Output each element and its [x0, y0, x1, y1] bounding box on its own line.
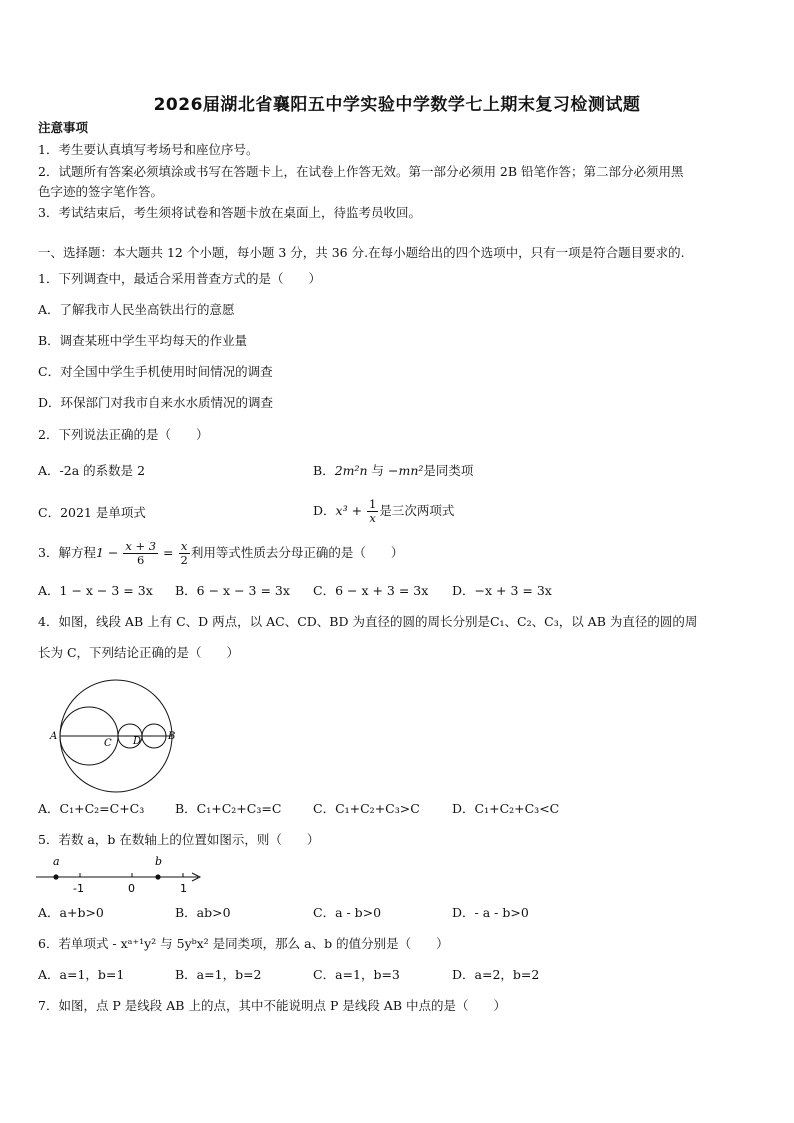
q2-d-fraction: $\frac{1}{x}$	[369, 497, 377, 525]
q3-option-d: D．−x + 3 = 3x	[452, 583, 552, 598]
q6-stem: 6．若单项式 - xᵃ⁺¹y² 与 5yᵇx² 是同类项，那么 a、b 的值分别是（ ）	[38, 936, 449, 951]
tick-label-minus-one: -1	[73, 882, 84, 895]
notice-item-1: 1．考生要认真填写考场号和座位序号。	[38, 142, 259, 157]
q2-b-math-1: 2m²n	[334, 463, 368, 478]
q5-option-a: A．a+b>0	[38, 905, 104, 920]
page-title: 2026届湖北省襄阳五中学实验中学数学七上期末复习检测试题	[153, 95, 641, 115]
q2-b-math-2: −mn²	[388, 463, 424, 478]
label-b: b	[155, 855, 163, 868]
q7-stem: 7．如图，点 P 是线段 AB 上的点，其中不能说明点 P 是线段 AB 中点的是（ ）	[38, 998, 506, 1013]
q4-stem-line2: 长为 C，下列结论正确的是（ ）	[38, 645, 240, 660]
q3-option-a: A．1 − x − 3 = 3x	[38, 583, 153, 598]
tick-label-one: 1	[180, 882, 187, 895]
q5-stem: 5．若数 a，b 在数轴上的位置如图示，则（ ）	[38, 832, 320, 847]
q6-option-d: D．a=2，b=2	[452, 967, 540, 982]
q2-option-c: C．2021 是单项式	[38, 505, 146, 520]
notice-heading: 注意事项	[38, 120, 89, 135]
tick-label-zero: 0	[128, 882, 135, 895]
q1-stem: 1．下列调查中，最适合采用普查方式的是（ ）	[38, 271, 321, 286]
notice-item-3: 3．考试结束后，考生须将试卷和答题卡放在桌面上，待监考员收回。	[38, 205, 421, 220]
label-d: D	[133, 736, 142, 747]
q4-option-d: D．C₁+C₂+C₃<C	[452, 801, 560, 816]
q5-option-c: C．a - b>0	[313, 905, 382, 920]
point-a	[53, 874, 58, 879]
q6-option-c: C．a=1，b=3	[313, 967, 400, 982]
q3-fraction-1: $\frac{x + 3}{6}$	[125, 539, 157, 567]
q4-option-b: B．C₁+C₂+C₃=C	[175, 801, 282, 816]
q4-option-c: C．C₁+C₂+C₃>C	[313, 801, 420, 816]
q1-option-d: D．环保部门对我市自来水水质情况的调查	[38, 395, 274, 410]
q2-option-d: D．x³ + $\frac{1}{x}$ 是三次两项式	[313, 497, 455, 525]
q6-option-a: A．a=1，b=1	[38, 967, 125, 982]
point-b	[155, 874, 160, 879]
notice-item-2: 2．试题所有答案必须填涂或书写在答题卡上，在试卷上作答无效。第一部分必须用 2B 铅笔作答；第二部分必须用黑	[38, 164, 684, 179]
q5-option-b: B．ab>0	[175, 905, 231, 920]
q4-stem-line1: 4．如图，线段 AB 上有 C、D 两点，以 AC、CD、BD 为直径的圆的周长分别是C₁、C₂、C₃，以 AB 为直径的圆的周	[38, 614, 698, 629]
q2-option-b: B．2m²n 与 −mn²是同类项	[313, 463, 474, 478]
label-c: C	[104, 738, 112, 749]
q3-fraction-2: $\frac{x}{2}$	[180, 539, 188, 567]
q3-option-c: C．6 − x + 3 = 3x	[313, 583, 429, 598]
q5-option-d: D．- a - b>0	[452, 905, 529, 920]
q1-option-c: C．对全国中学生手机使用时间情况的调查	[38, 364, 273, 379]
q3-option-b: B．6 − x − 3 = 3x	[175, 583, 290, 598]
q3-stem: 3．解方程1 − $\frac{x + 3}{6}$ = $\frac{x}{2}$ 利用等式性质去分母正确的是（ ）	[38, 539, 404, 567]
q2-option-a: A．-2a 的系数是 2	[38, 463, 146, 478]
q6-option-b: B．a=1，b=2	[175, 967, 262, 982]
q4-option-a: A．C₁+C₂=C+C₃	[38, 801, 145, 816]
notice-item-2-cont: 色字迹的签字笔作答。	[38, 184, 164, 199]
number-line-figure	[34, 853, 209, 895]
q2-stem: 2．下列说法正确的是（ ）	[38, 427, 209, 442]
section-heading: 一、选择题：本大题共 12 个小题，每小题 3 分，共 36 分.在每小题给出的四个选项中，只有一项是符合题目要求的.	[38, 245, 685, 260]
q1-option-b: B．调查某班中学生平均每天的作业量	[38, 333, 248, 348]
circle-figure	[48, 676, 188, 816]
q1-option-a: A．了解我市人民坐高铁出行的意愿	[38, 302, 235, 317]
label-a: a	[53, 855, 60, 868]
label-b: B	[168, 731, 176, 742]
label-a: A	[50, 731, 58, 742]
